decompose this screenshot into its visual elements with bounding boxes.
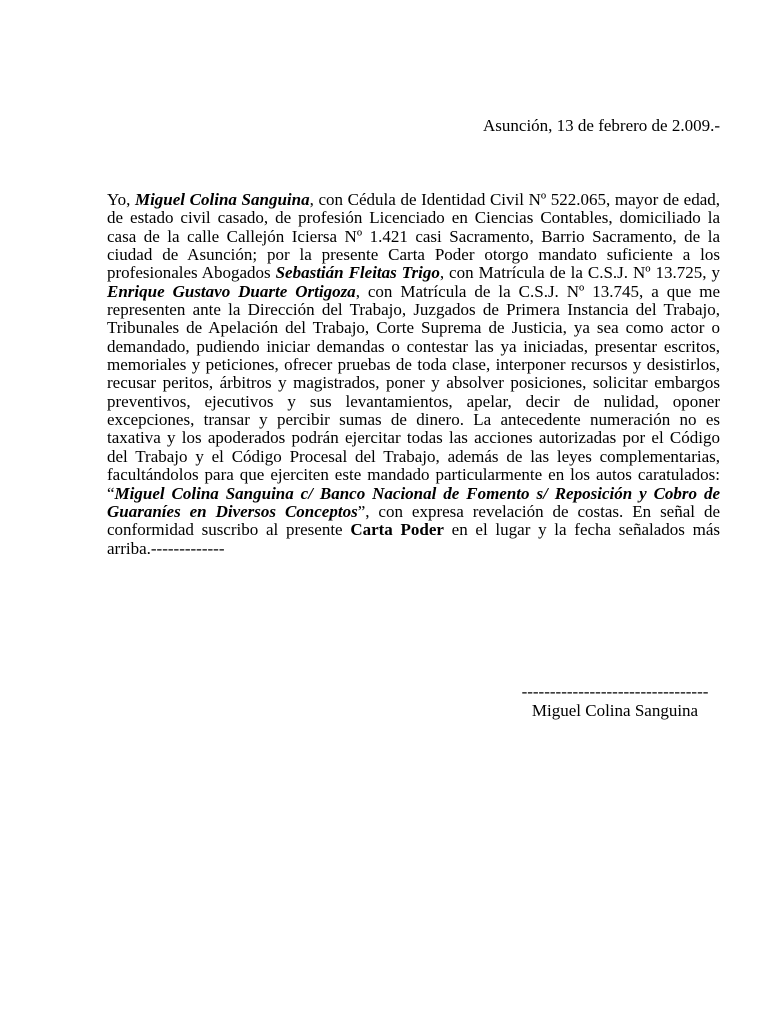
document-type: Carta Poder <box>350 520 444 540</box>
body-text-intro: Yo, <box>107 190 135 209</box>
body-text-powers: , con Matrícula de la C.S.J. Nº 13.745, a que me representen ante la Dirección del Trabajo, Juzgados de Primera Instancia del Trabajo, Tribunales de Apelación del Trabajo, Corte Suprema de Justicia, ya sea como actor o demandado, pudiendo iniciar demandas o contestar las ya iniciadas, presentar escritos, memoriales y peticiones, ofrecer pruebas de toda clase, interponer recursos y desistirlos, recusar peritos, árbitros y magistrados, poner y absolver posiciones, solicitar embargos preventivos, ejecutivos y sus levantamientos, apelar, decir de nulidad, oponer excepciones, transar y percibir sumas de dinero. La antecedente numeración no es taxativa y los apoderados podrán ejercitar todas las acciones autorizadas por el Código del Trabajo y el Código Procesal del Trabajo, además de las leyes complementarias, facultándolos para que ejerciten este mandado particularmente en los autos caratulados: “ <box>107 281 720 503</box>
body-text-identity: , con Cédula de Identidad Civil Nº 522.065, mayor de edad, de estado civil casado, de profesión Licenciado en Ciencias Contables, domiciliado la casa de la calle Callejón Iciersa Nº 1.421 casi Sacramento, Barrio Sacramento, de la ciudad de Asunción; por la presente Carta Poder otorgo mandato suficiente a los profesionales Abogados <box>107 190 721 283</box>
signature-line: --------------------------------- <box>521 682 709 701</box>
lawyer-name-1: Sebastián Fleitas Trigo <box>275 263 440 283</box>
date-line: Asunción, 13 de febrero de 2.009.- <box>483 116 720 135</box>
body-paragraph <box>107 191 720 558</box>
body-text-closing: ”, con expresa revelación de costas. En señal de conformidad suscribo al presente <box>107 501 720 540</box>
grantor-name: Miguel Colina Sanguina <box>134 190 310 209</box>
case-title: Miguel Colina Sanguina c/ Banco Nacional de Fomento s/ Reposición y Cobro de Guaraníes en Diversos Conceptos <box>107 483 720 521</box>
body-text-end: en el lugar y la fecha señalados más arriba.------------- <box>107 520 720 558</box>
body-text-registration-1: , con Matrícula de la C.S.J. Nº 13.725, y <box>439 263 721 283</box>
signature-name: Miguel Colina Sanguina <box>531 701 699 720</box>
signature-block <box>500 682 730 720</box>
lawyer-name-2: Enrique Gustavo Duarte Ortigoza <box>107 281 356 301</box>
